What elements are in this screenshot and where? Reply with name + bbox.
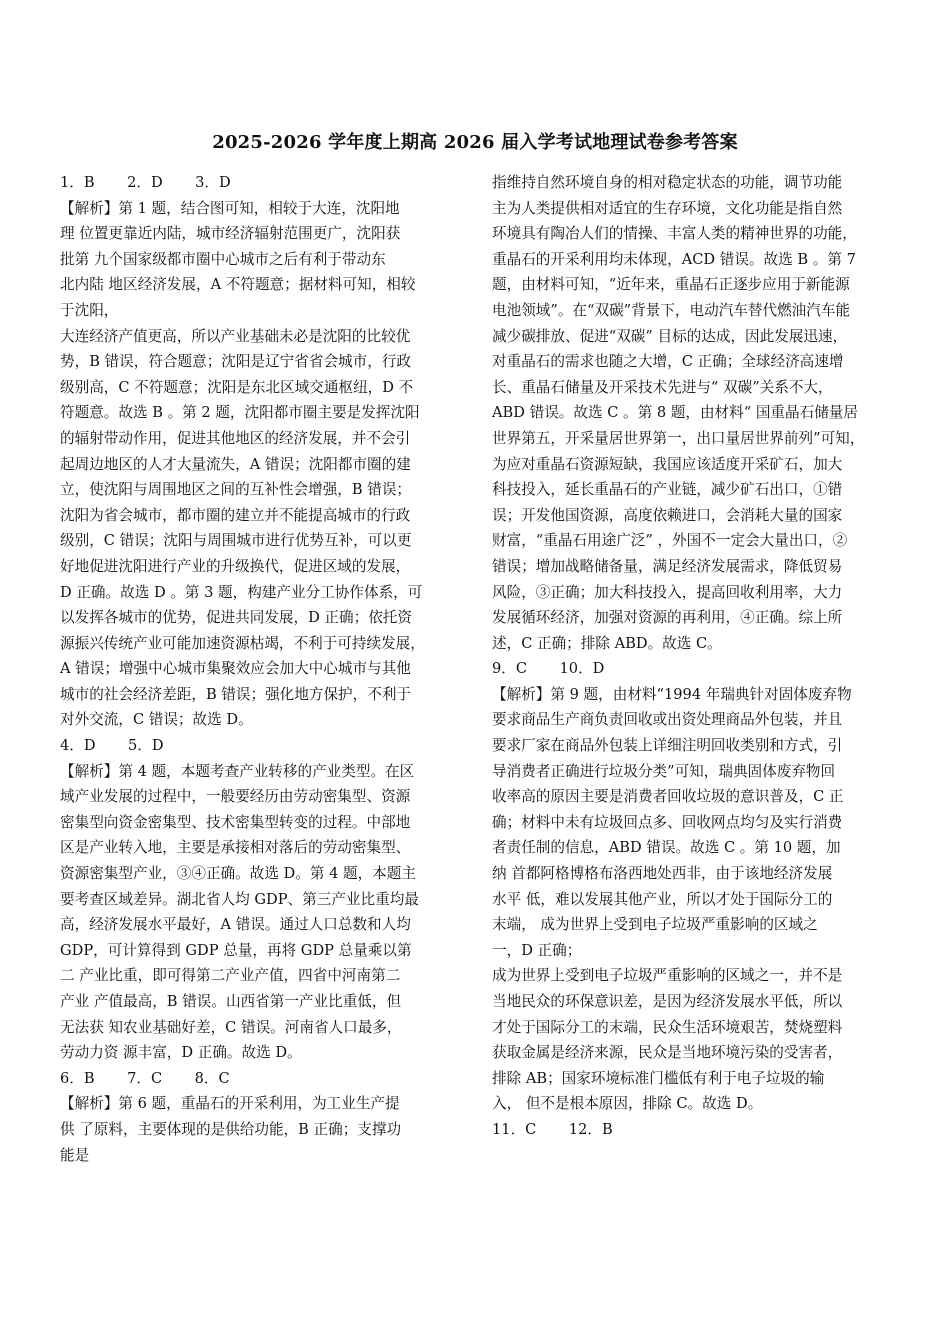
explanation-line: 对重晶石的需求也随之大增，C 正确；全球经济高速增 (492, 353, 844, 371)
explanation-line: D 正确。故选 D 。第 3 题，构建产业分工协作体系，可 (60, 583, 423, 601)
explanation-line: 要求厂家在商品外包装上详细注明回收类别和方式，引 (492, 737, 843, 755)
answer-key-line: 1．B 2．D 3．D (60, 174, 231, 191)
explanation-line: A 错误；增强中心城市集聚效应会加大中心城市与其他 (60, 660, 411, 678)
explanation-line: 排除 AB；国家环境标准门槛低有利于电子垃圾的输 (492, 1069, 825, 1087)
explanation-line: 长、重晶石储量及开采技术先进与“ 双碳”关系不大， (492, 378, 833, 396)
answer-key-line: 4．D 5．D (60, 737, 164, 755)
explanation-line: 【解析】第 9 题，由材料“1994 年瑞典针对固体废弃物 (492, 685, 852, 703)
explanation-line: 沈阳为省会城市，都市圈的建立并不能提高城市的行政 (60, 506, 411, 524)
explanation-line: 错误；增加战略储备量，满足经济发展需求，降低贸易 (492, 557, 843, 575)
explanation-line: 北内陆 地区经济发展，A 不符题意；据材料可知，相较 (60, 276, 416, 294)
explanation-line: 势，B 错误，符合题意；沈阳是辽宁省省会城市，行政 (60, 353, 412, 371)
answer-key-line: 11．C 12．B (492, 1120, 613, 1138)
right-column (492, 170, 908, 1143)
explanation-line: 要求商品生产商负责回收或出资处理商品外包装，并且 (492, 711, 843, 729)
explanation-line: 【解析】第 1 题，结合图可知，相较于大连，沈阳地 (60, 199, 400, 217)
explanation-line: 指维持自然环境自身的相对稳定状态的功能，调节功能 (492, 174, 843, 191)
explanation-line: 资源密集型产业，③④正确。故选 D。第 4 题，本题主 (60, 865, 416, 883)
explanation-line: 收率高的原因主要是消费者回收垃圾的意识普及，C 正 (492, 788, 844, 806)
explanation-line: 主为人类提供相对适宜的生存环境，文化功能是指自然 (492, 199, 843, 217)
answer-key-line: 6．B 7．C 8．C (60, 1069, 230, 1087)
explanation-line: 无法获 知农业基础好差，C 错误。河南省人口最多， (60, 1018, 402, 1036)
explanation-line: 才处于国际分工的末端，民众生活环境艰苦，焚烧塑料 (492, 1018, 843, 1036)
explanation-line: 重晶石的开采利用均未体现，ACD 错误。故选 B 。第 7 (492, 250, 856, 268)
explanation-line: 导消费者正确进行垃圾分类”可知，瑞典固体废弃物回 (492, 762, 836, 780)
explanation-line: 能是 (60, 1146, 90, 1164)
explanation-line: 理 位置更靠近内陆，城市经济辐射范围更广，沈阳获 (60, 225, 401, 243)
explanation-line: 末端， 成为世界上受到电子垃圾严重影响的区域之 (492, 916, 818, 934)
explanation-line: 为应对重晶石资源短缺，我国应该适度开采矿石，加大 (492, 455, 843, 473)
explanation-line: 密集型向资金密集型、技术密集型转变的过程。中部地 (60, 813, 411, 831)
answer-key-line: 9．C 10．D (492, 660, 605, 678)
explanation-line: 高，经济发展水平最好，A 错误。通过人口总数和人均 (60, 916, 411, 934)
explanation-line: 入， 但不是根本原因，排除 C。故选 D。 (492, 1095, 763, 1113)
explanation-line: 获取金属是经济来源，民众是当地环境污染的受害者， (492, 1044, 843, 1062)
explanation-line: 成为世界上受到电子垃圾严重影响的区域之一，并不是 (492, 967, 843, 985)
explanation-line: 题，由材料可知，“近年来，重晶石正逐步应用于新能源 (492, 276, 850, 294)
explanation-line: 产业 产值最高，B 错误。山西省第一产业比重低，但 (60, 993, 402, 1010)
explanation-line: 世界第五，开采量居世界第一，出口量居世界前列”可知， (492, 429, 865, 447)
explanation-line: 区是产业转入地，主要是承接相对落后的劳动密集型、 (60, 839, 411, 857)
explanation-line: 风险，③正确；加大科技投入，提高回收利用率，大力 (492, 583, 843, 601)
explanation-line: 电池领域”。在“双碳”背景下，电动汽车替代燃油汽车能 (492, 301, 851, 319)
explanation-line: 以发挥各城市的优势，促进共同发展，D 正确；依托资 (60, 609, 412, 627)
explanation-line: 批第 九个国家级都市圈中心城市之后有利于带动东 (60, 250, 386, 268)
explanation-line: 源振兴传统产业可能加速资源枯竭，不利于可持续发展， (60, 634, 425, 652)
explanation-line: ABD 错误。故选 C 。第 8 题，由材料“ 国重晶石储量居 (492, 404, 858, 422)
explanation-line: 于沈阳， (60, 301, 119, 319)
explanation-line: 者责任制的信息，ABD 错误。故选 C 。第 10 题，加 (492, 839, 841, 857)
explanation-line: 起周边地区的人才大量流失，A 错误；沈阳都市圈的建 (60, 455, 411, 473)
explanation-line: 发展循环经济，加强对资源的再利用，④正确。综上所 (492, 609, 843, 627)
explanation-line: 立，使沈阳与周围地区之间的互补性会增强，B 错误； (60, 481, 412, 499)
explanation-line: 域产业发展的过程中，一般要经历由劳动密集型、资源 (60, 788, 411, 806)
explanation-line: 纳 首都阿格博格布洛西地处西非，由于该地经济发展 (492, 865, 833, 883)
explanation-line: 要考查区域差异。湖北省人均 GDP、第三产业比重均最 (60, 890, 419, 908)
explanation-line: 二 产业比重，即可得第二产业产值，四省中河南第二 (60, 967, 401, 985)
explanation-line: 符题意。故选 B 。第 2 题，沈阳都市圈主要是发挥沈阳 (60, 404, 420, 422)
explanation-line: 述，C 正确；排除 ABD。故选 C。 (492, 634, 722, 652)
explanation-line: 一，D 正确； (492, 941, 582, 959)
explanation-line: 级别，C 错误；沈阳与周围城市进行优势互补，可以更 (60, 532, 412, 550)
explanation-line: 对外交流，C 错误；故选 D。 (60, 711, 253, 729)
explanation-line: 【解析】第 6 题，重晶石的开采利用，为工业生产提 (60, 1095, 400, 1113)
explanation-line: 确；材料中未有垃圾回点多、回收网点均匀及实行消费 (492, 813, 843, 831)
explanation-line: 劳动力资 源丰富，D 正确。故选 D。 (60, 1044, 302, 1062)
explanation-line: 水平 低，难以发展其他产业，所以才处于国际分工的 (492, 890, 833, 908)
explanation-line: 的辐射带动作用，促进其他地区的经济发展，并不会引 (60, 429, 411, 447)
explanation-line: 城市的社会经济差距，B 错误；强化地方保护，不利于 (60, 685, 412, 703)
explanation-line: 减少碳排放、促进“双碳” 目标的达成，因此发展迅速， (492, 327, 848, 345)
explanation-line: 大连经济产值更高，所以产业基础未必是沈阳的比较优 (60, 327, 411, 345)
explanation-line: 级别高，C 不符题意；沈阳是东北区域交通枢纽，D 不 (60, 378, 414, 396)
document-title: 2025-2026 学年度上期高 2026 届入学考试地理试卷参考答案 (212, 132, 738, 153)
explanation-line: 好地促进沈阳进行产业的升级换代，促进区域的发展， (60, 557, 411, 575)
explanation-line: GDP，可计算得到 GDP 总量，再将 GDP 总量乘以第 (60, 941, 412, 959)
explanation-line: 误；开发他国资源，高度依赖进口，会消耗大量的国家 (492, 506, 843, 524)
explanation-line: 当地民众的环保意识差，是因为经济发展水平低，所以 (492, 993, 843, 1010)
explanation-line: 环境具有陶冶人们的情操、丰富人类的精神世界的功能， (492, 225, 857, 243)
explanation-line: 【解析】第 4 题，本题考查产业转移的产业类型。在区 (60, 762, 415, 780)
left-column (60, 170, 468, 1168)
explanation-line: 科技投入，延长重晶石的产业链，减少矿石出口，①错 (492, 481, 843, 499)
explanation-line: 供 了原料，主要体现的是供给功能，B 正确；支撑功 (60, 1120, 402, 1138)
explanation-line: 财富，“重晶石用途广泛” ，外国不一定会大量出口，② (492, 532, 848, 550)
